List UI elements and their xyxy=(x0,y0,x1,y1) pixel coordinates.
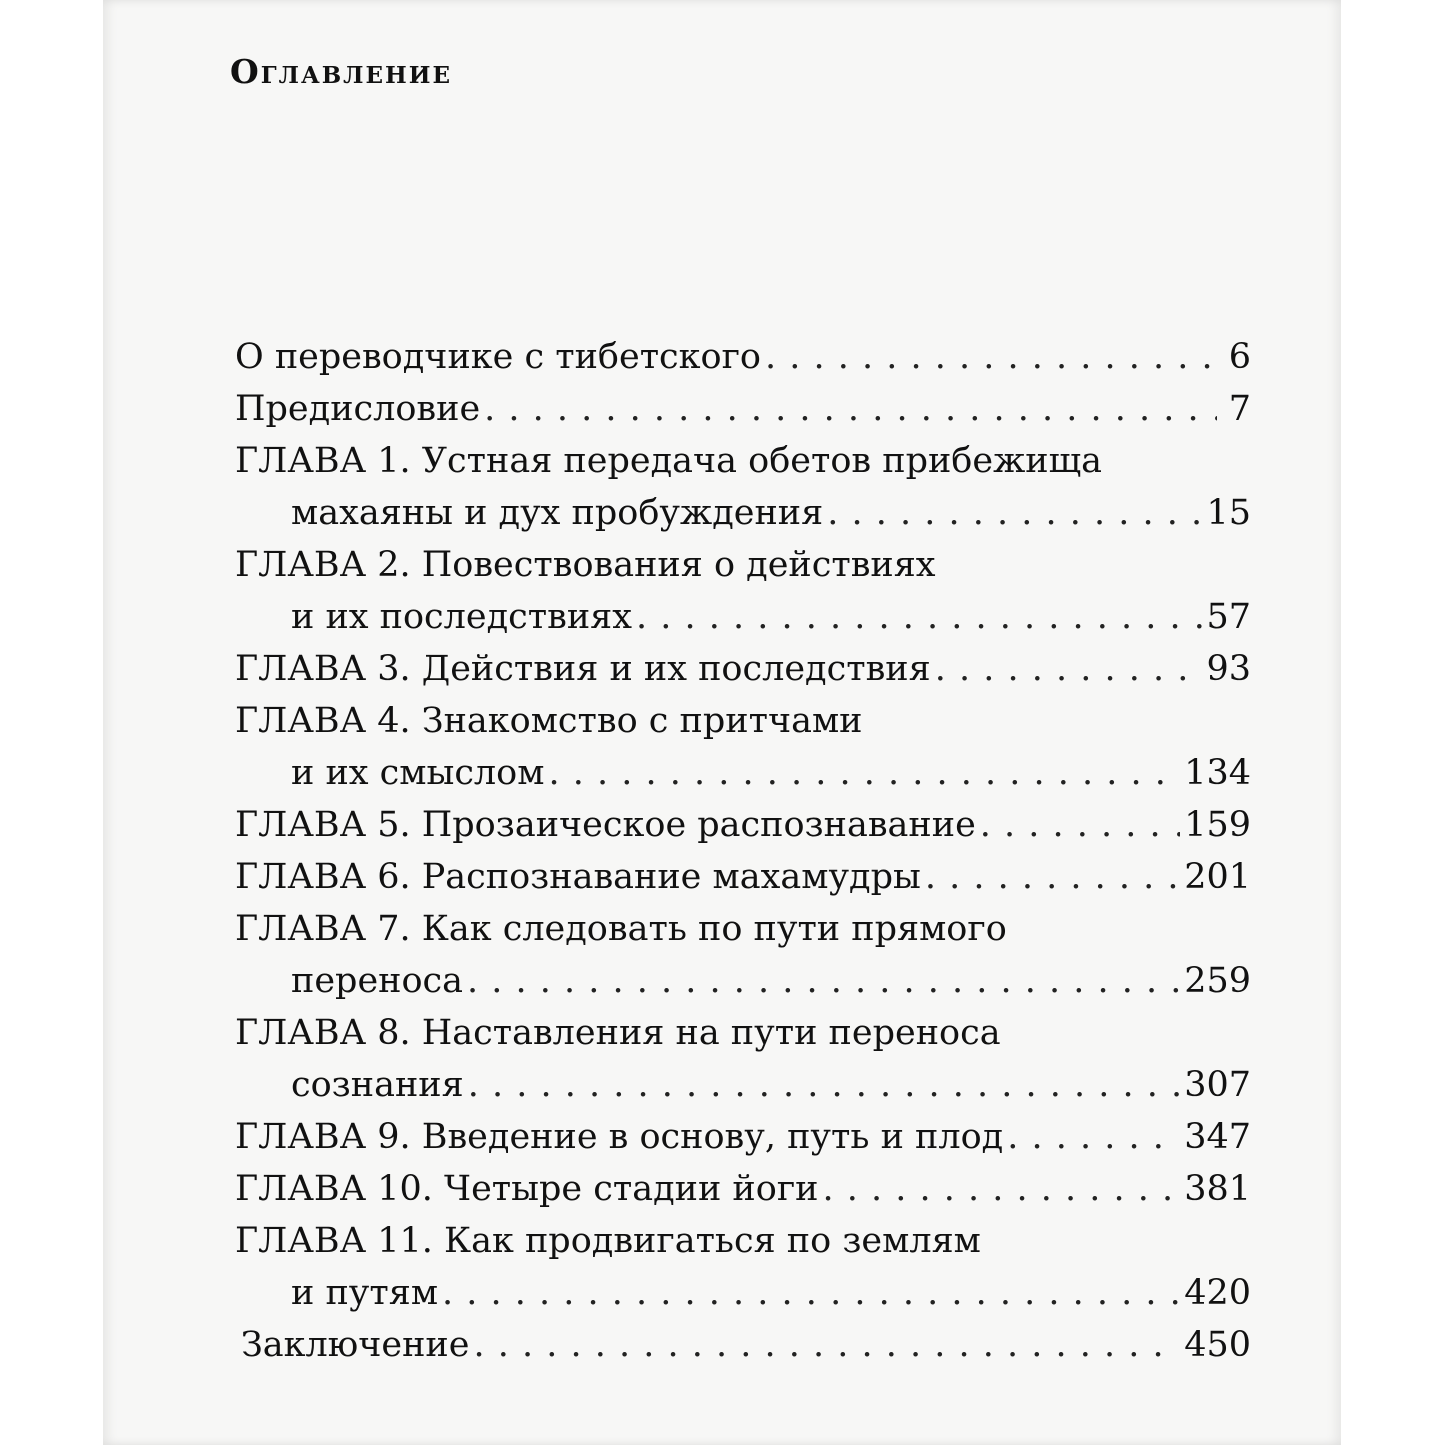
toc-entry-line2 xyxy=(235,591,1251,643)
toc-page-number: 201 xyxy=(1184,857,1251,897)
toc-entry-title-cont: махаяны и дух пробуждения xyxy=(291,493,824,533)
toc-entry xyxy=(235,643,1251,695)
toc-entry-title: ГЛАВА 11. Как продвигаться по землям xyxy=(235,1221,981,1261)
leader-dots xyxy=(1007,1111,1180,1163)
toc-entry-line1 xyxy=(235,1007,1251,1059)
table-of-contents xyxy=(235,331,1251,1371)
toc-page-number: 159 xyxy=(1184,805,1251,845)
toc-entry-title-cont: переноса xyxy=(291,961,464,1001)
toc-entry-title: ГЛАВА 7. Как следовать по пути прямого xyxy=(235,909,1007,949)
toc-page-number: 7 xyxy=(1228,389,1251,429)
leader-dots xyxy=(473,1319,1180,1371)
toc-page-number: 93 xyxy=(1206,649,1251,689)
toc-entry-line1 xyxy=(235,695,1251,747)
toc-entry-title: ГЛАВА 4. Знакомство с притчами xyxy=(235,701,863,741)
toc-page-number: 381 xyxy=(1184,1169,1251,1209)
toc-page-number: 6 xyxy=(1228,337,1251,377)
leader-dots xyxy=(467,955,1180,1007)
toc-page-number: 134 xyxy=(1184,753,1251,793)
toc-entry-line1 xyxy=(235,1215,1251,1267)
toc-entry xyxy=(235,1111,1251,1163)
leader-dots xyxy=(925,851,1180,903)
toc-entry-title: О переводчике с тибетского xyxy=(235,337,762,377)
toc-entry-title: ГЛАВА 8. Наставления на пути переноса xyxy=(235,1013,1001,1053)
toc-entry xyxy=(235,383,1251,435)
toc-entry-title: ГЛАВА 5. Прозаическое распознавание xyxy=(235,805,976,845)
toc-entry-line1 xyxy=(235,435,1251,487)
toc-entry-title: Предисловие xyxy=(235,389,481,429)
leader-dots xyxy=(484,383,1217,435)
toc-page-number: 15 xyxy=(1206,493,1251,533)
book-page xyxy=(103,0,1341,1445)
toc-entry-line2 xyxy=(235,487,1251,539)
leader-dots xyxy=(548,747,1180,799)
toc-page-number: 420 xyxy=(1184,1273,1251,1313)
toc-entry-title: Заключение xyxy=(241,1325,470,1365)
leader-dots xyxy=(980,799,1180,851)
toc-entry-title: ГЛАВА 3. Действия и их последствия xyxy=(235,649,931,689)
toc-entry-title: ГЛАВА 6. Распознавание махамудры xyxy=(235,857,921,897)
toc-entry xyxy=(235,331,1251,383)
toc-page-number: 259 xyxy=(1184,961,1251,1001)
toc-entry-line2 xyxy=(235,1059,1251,1111)
toc-entry xyxy=(235,799,1251,851)
leader-dots xyxy=(442,1267,1180,1319)
toc-entry xyxy=(235,851,1251,903)
leader-dots xyxy=(827,487,1202,539)
leader-dots xyxy=(468,1059,1180,1111)
toc-entry-line1 xyxy=(235,903,1251,955)
toc-entry-line2 xyxy=(235,747,1251,799)
toc-page-number: 57 xyxy=(1206,597,1251,637)
leader-dots xyxy=(765,331,1217,383)
toc-entry-title: ГЛАВА 9. Введение в основу, путь и плод xyxy=(235,1117,1004,1157)
toc-page-number: 307 xyxy=(1184,1065,1251,1105)
page-heading: Оглавление xyxy=(230,52,452,91)
toc-entry-title-cont: сознания xyxy=(291,1065,464,1105)
toc-page-number: 450 xyxy=(1184,1325,1251,1365)
toc-entry-title: ГЛАВА 10. Четыре стадии йоги xyxy=(235,1169,819,1209)
toc-entry-title: ГЛАВА 2. Повествования о действиях xyxy=(235,545,936,585)
toc-entry-line2 xyxy=(235,955,1251,1007)
toc-entry xyxy=(235,1163,1251,1215)
toc-entry-title: ГЛАВА 1. Устная передача обетов прибежища xyxy=(235,441,1103,481)
toc-entry-title-cont: и их смыслом xyxy=(291,753,545,793)
leader-dots xyxy=(935,643,1203,695)
leader-dots xyxy=(636,591,1202,643)
toc-entry xyxy=(235,1319,1251,1371)
leader-dots xyxy=(822,1163,1180,1215)
toc-entry-line2 xyxy=(235,1267,1251,1319)
toc-entry-line1 xyxy=(235,539,1251,591)
toc-entry-title-cont: и путям xyxy=(291,1273,439,1313)
toc-entry-title-cont: и их последствиях xyxy=(291,597,632,637)
toc-page-number: 347 xyxy=(1184,1117,1251,1157)
